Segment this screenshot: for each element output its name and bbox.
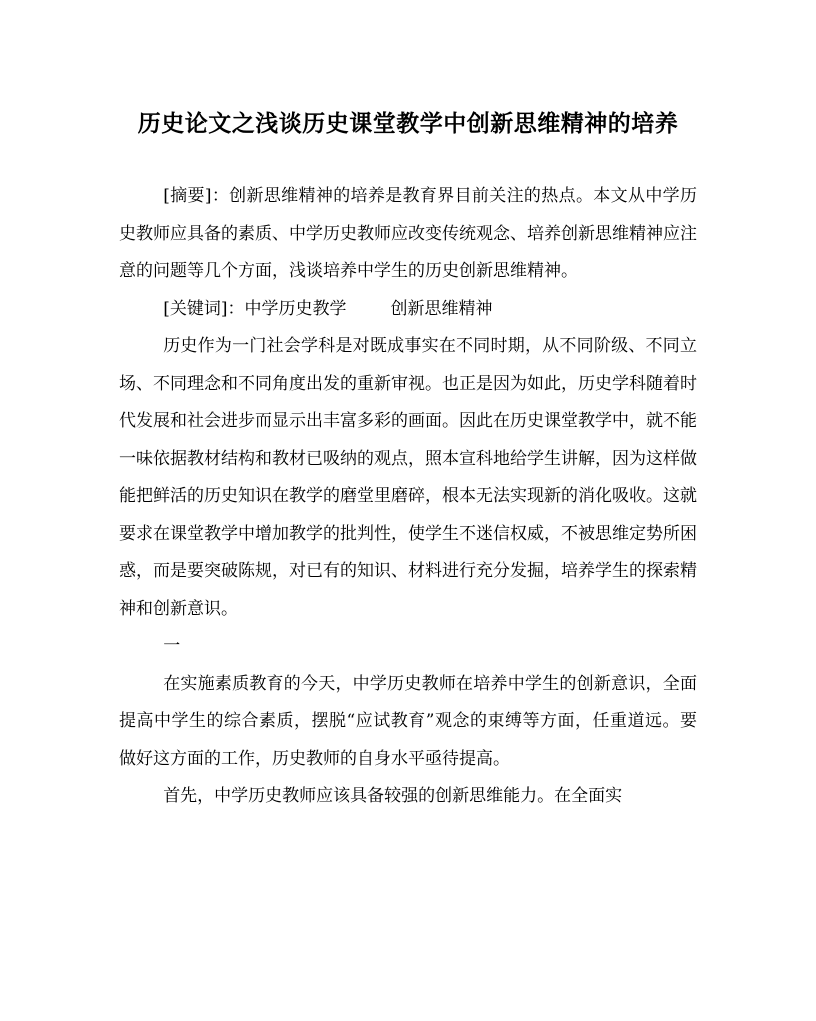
- body-paragraph: 首先，中学历史教师应该具备较强的创新思维能力。在全面实: [163, 786, 623, 806]
- keyword-item: 创新思维精神: [390, 298, 493, 319]
- keywords-line: [119, 291, 697, 329]
- keywords-label: [关键词]：: [163, 298, 245, 319]
- section-number: 一: [163, 636, 181, 656]
- document-title: 历史论文之浅谈历史课堂教学中创新思维精神的培养: [137, 110, 679, 137]
- body-paragraph: 在实施素质教育的今天，中学历史教师在培养中学生的创新意识，全面提高中学生的综合素质，摆脱“应试教育”观念的束缚等方面，任重道远。要做好这方面的工作，历史教师的自身水平亟待提高。: [119, 673, 697, 769]
- document-body: [119, 178, 697, 816]
- abstract-paragraph: [摘要]：创新思维精神的培养是教育界目前关注的热点。本文从中学历史教师应具备的素质、中学历史教师应改变传统观念、培养创新思维精神应注意的问题等几个方面，浅谈培养中学生的历史创新思维精神。: [119, 186, 697, 281]
- keyword-item: 中学历史教学: [244, 298, 347, 319]
- body-paragraph: 历史作为一门社会学科是对既成事实在不同时期，从不同阶级、不同立场、不同理念和不同角度出发的重新审视。也正是因为如此，历史学科随着时代发展和社会进步而显示出丰富多彩的画面。因此在历史课堂教学中，就不能一味依据教材结构和教材已吸纳的观点，照本宣科地给学生讲解，因为这样做能把鲜活的历史知识在教学的磨堂里磨碎，根本无法实现新的消化吸收。这就要求在课堂教学中增加教学的批判性，使学生不迷信权威，不被思维定势所困惑，而是要突破陈规，对已有的知识、材料进行充分发掘，培养学生的探索精神和创新意识。: [119, 336, 697, 619]
